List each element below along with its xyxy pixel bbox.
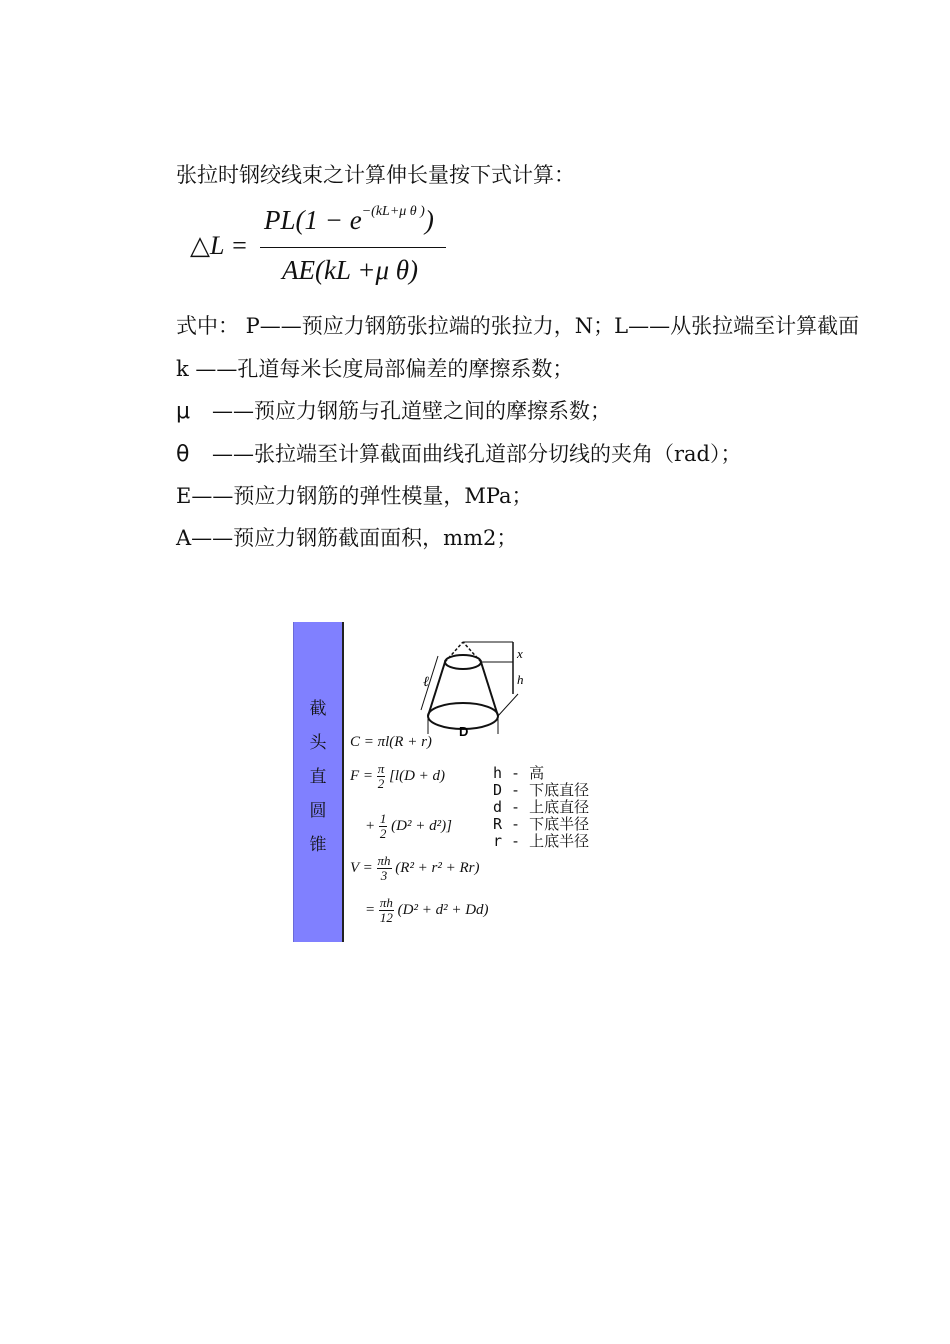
fraction-bar [260, 247, 446, 248]
frac-top: 1 [379, 811, 387, 826]
formula-f-line1 [350, 762, 445, 791]
formula-numerator-main: PL(1 − e [264, 205, 362, 235]
frustum-panel [293, 622, 613, 944]
label-d: D [459, 724, 469, 739]
formula-v1-pre: V = [350, 859, 373, 876]
side-label-char: 头 [309, 733, 327, 753]
formula-denominator: AE(kL +μ θ) [282, 255, 419, 285]
frustum-figure [413, 634, 533, 744]
definition-a: A——预应力钢筋截面面积，mm2； [176, 526, 518, 550]
label-x: x [517, 646, 523, 661]
frac-top: πh [377, 853, 391, 868]
theta-symbol: θ [176, 442, 190, 467]
elongation-formula [190, 205, 490, 293]
legend-item: h - 高 [493, 764, 545, 782]
formula-f1-post: [l(D + d) [389, 767, 446, 784]
formula-numerator-close: ) [424, 205, 434, 235]
fraction-pih-3 [377, 854, 392, 883]
formula-v1-post: (R² + r² + Rr) [395, 859, 480, 876]
formula-v2-pre: = [365, 901, 376, 918]
frustum-side-band [293, 622, 344, 942]
formula-f-line2 [365, 812, 452, 841]
dim-bottom [498, 694, 518, 716]
formula-exponent: −(kL+μ θ ) [361, 204, 425, 219]
definition-e: E——预应力钢筋的弹性模量，MPa； [176, 484, 533, 508]
frac-bottom: 3 [380, 868, 388, 883]
fraction-pih-12 [379, 896, 394, 925]
formula-f1-pre: F = [350, 767, 374, 784]
label-h: h [517, 672, 524, 687]
definition-theta-text: ——张拉端至计算截面曲线孔道部分切线的夹角（rad）； [212, 442, 742, 466]
formula-numerator [264, 205, 434, 236]
mu-symbol: μ [176, 399, 190, 424]
frac-top: π [377, 761, 385, 776]
fraction-pi-2 [377, 762, 386, 791]
label-l: ℓ [423, 675, 429, 690]
definition-k: k ——孔道每米长度局部偏差的摩擦系数； [176, 357, 574, 381]
legend-item: R - 下底半径 [493, 815, 590, 833]
definition-mu [176, 398, 611, 425]
formula-v-line2 [365, 896, 489, 925]
side-label-char: 圆 [309, 801, 327, 821]
frac-bottom: 2 [377, 776, 385, 791]
legend-item: d - 上底直径 [493, 798, 590, 816]
side-label-char: 锥 [309, 835, 327, 855]
formula-f2-post: (D² + d²)] [391, 817, 452, 834]
fraction-1-2 [379, 812, 388, 841]
frac-bottom: 12 [379, 910, 393, 925]
side-label-char: 直 [309, 767, 327, 787]
intro-text: 张拉时钢绞线束之计算伸长量按下式计算： [176, 163, 575, 187]
formula-c: C = πl(R + r) [350, 734, 432, 750]
definition-p: 式中： P——预应力钢筋张拉端的张拉力，N；L——从张拉端至计算截面 [176, 314, 860, 338]
frac-bottom: 2 [379, 826, 387, 841]
formula-v2-post: (D² + d² + Dd) [397, 901, 489, 918]
side-label-char: 截 [309, 699, 327, 719]
definition-mu-text: ——预应力钢筋与孔道壁之间的摩擦系数； [212, 399, 611, 423]
formula-f2-pre: + [365, 817, 376, 834]
formula-lhs: △L = [190, 231, 249, 260]
frac-top: πh [379, 895, 393, 910]
legend-item: D - 下底直径 [493, 781, 590, 799]
definition-theta [176, 441, 742, 468]
formula-v-line1 [350, 854, 480, 883]
legend-item: r - 上底半径 [493, 832, 590, 850]
